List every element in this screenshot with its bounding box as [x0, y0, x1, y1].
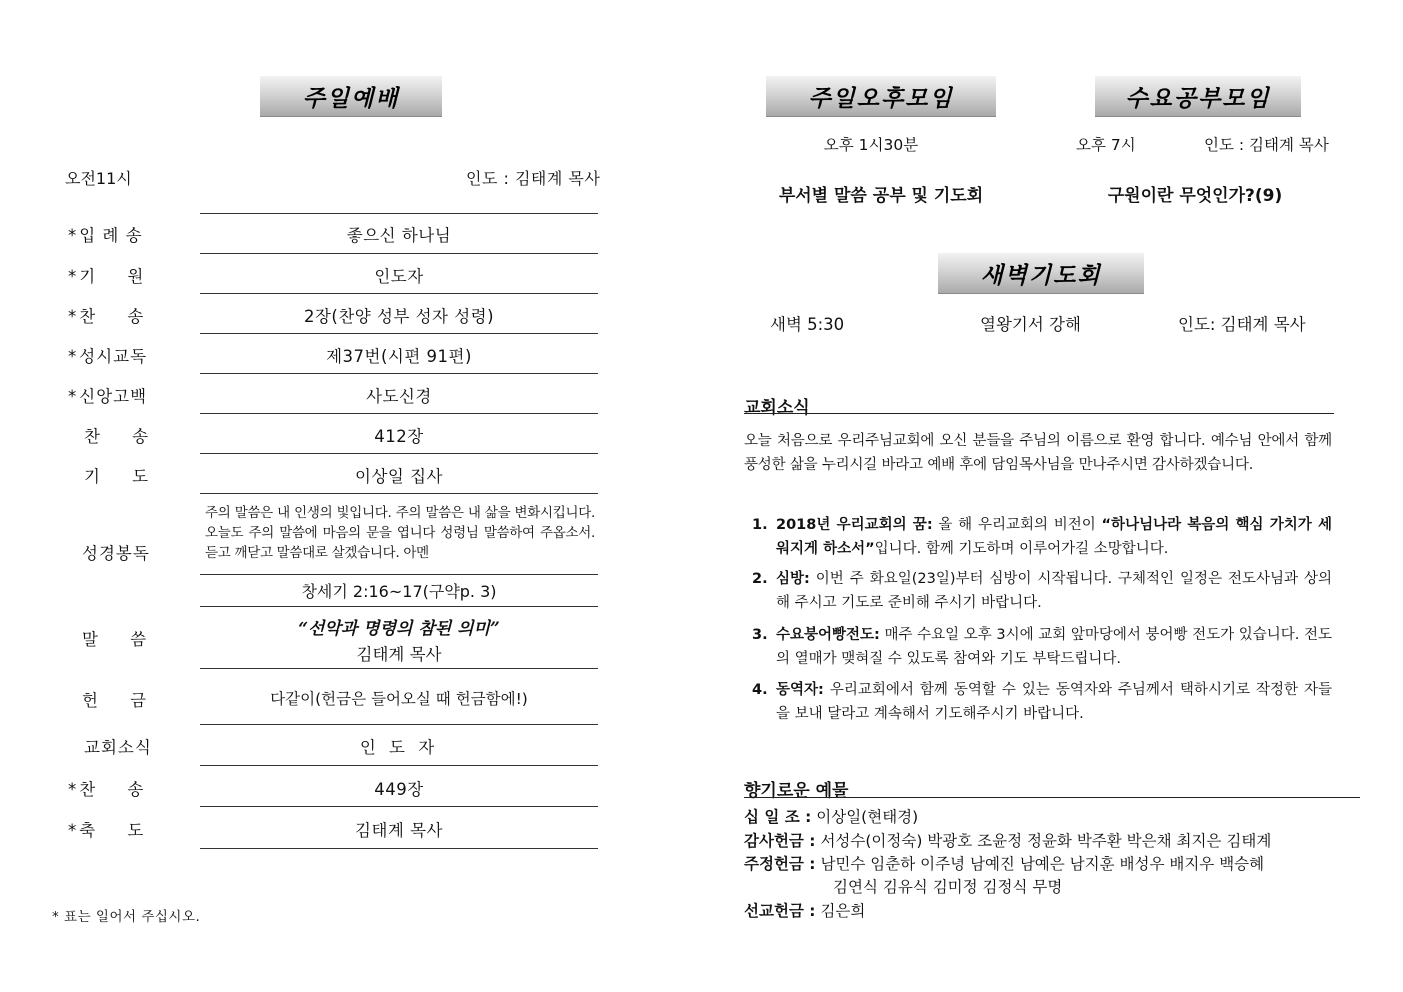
table-line	[200, 848, 598, 849]
church-news-heading: 교회소식	[744, 398, 810, 418]
dawn-text: 열왕기서 강해	[980, 315, 1081, 334]
worship-time: 오전11시	[65, 169, 132, 188]
order-label: * 찬 송	[68, 780, 145, 799]
order-label: 교회소식	[84, 738, 152, 757]
wednesday-leader: 인도 : 김태계 목사	[1204, 136, 1329, 154]
offering-row-mission	[744, 900, 865, 923]
table-line	[200, 253, 598, 254]
scripture-prayer: 주의 말씀은 내 인생의 빛입니다. 주의 말씀은 내 삶을 변화시킵니다. 오늘도 주의 말씀에 마음의 문을 엽니다 성령님 말씀하여 주옵소서. 듣고 깨닫고 말씀대로 살겠습니다. 아멘	[205, 505, 595, 561]
wednesday-desc: 구원이란 무엇인가?(9)	[1107, 186, 1283, 206]
order-label: 기 도	[84, 467, 150, 486]
sermon-title: “선악과 명령의 참된 의미”	[298, 619, 500, 639]
section-divider	[744, 413, 1334, 414]
order-label: * 입 례 송	[68, 226, 143, 245]
table-line	[200, 574, 598, 575]
order-value: 인도자	[374, 267, 424, 286]
order-value: 이상일 집사	[355, 467, 443, 486]
offering-type-label: 주정헌금 :	[744, 855, 816, 873]
order-label: * 찬 송	[68, 307, 145, 326]
table-line	[200, 668, 598, 669]
table-line	[200, 293, 598, 294]
order-label: * 축 도	[68, 821, 145, 840]
order-value: 2장(찬양 성부 성자 성령)	[303, 307, 495, 326]
order-value: 좋으신 하나님	[346, 226, 452, 245]
offering-row-weekly	[744, 853, 1264, 876]
order-label: 찬 송	[84, 427, 150, 446]
order-value: 449장	[374, 780, 424, 799]
table-line	[200, 413, 598, 414]
table-line	[200, 493, 598, 494]
news-item: 2. 심방: 이번 주 화요일(23일)부터 심방이 시작됩니다. 구체적인 일정은 전도사님과 상의해 주시고 기도로 준비해 주시기 바랍니다.	[752, 571, 1332, 611]
order-value: 제37번(시편 91편)	[326, 347, 472, 366]
section-divider	[744, 797, 1360, 798]
order-label: * 기 원	[68, 267, 145, 286]
offering-type-label: 선교헌금 :	[744, 902, 816, 920]
dawn-prayer-title: 새벽기도회	[938, 253, 1144, 294]
table-line	[200, 453, 598, 454]
afternoon-time: 오후 1시30분	[823, 136, 919, 154]
offering-row-weekly-cont	[833, 876, 1062, 899]
welcome-paragraph: 오늘 처음으로 우리주님교회에 오신 분들을 주님의 이름으로 환영 합니다. 예수님 안에서 함께 풍성한 삶을 누리시길 바라고 예배 후에 담임목사님을 만나주시면 감사하겠습니다.	[744, 433, 1332, 473]
order-label: * 성시교독	[68, 347, 148, 366]
sunday-afternoon-title: 주일오후모임	[766, 76, 996, 117]
scripture-reference: 창세기 2:16~17(구약p. 3)	[301, 582, 497, 601]
sunday-worship-title: 주일예배	[260, 76, 442, 117]
wednesday-time: 오후 7시	[1076, 136, 1136, 154]
offering-names: 서성수(이정숙) 박광호 조윤정 정윤화 박주환 박은채 최지은 김태계	[820, 832, 1272, 850]
offering-names: 김은희	[820, 902, 866, 920]
order-value: 김태계 목사	[355, 821, 443, 840]
wednesday-study-title: 수요공부모임	[1095, 76, 1301, 117]
table-line	[200, 333, 598, 334]
table-line	[200, 606, 598, 607]
order-value: 인 도 자	[359, 738, 439, 757]
offering-names: 이상일(현태경)	[816, 808, 919, 826]
table-line	[200, 724, 598, 725]
dawn-leader: 인도: 김태계 목사	[1178, 315, 1306, 334]
table-line	[200, 806, 598, 807]
dawn-time: 새벽 5:30	[770, 315, 845, 334]
table-line	[200, 213, 598, 214]
offering-row-thanks	[744, 830, 1271, 853]
offering-type-label: 십 일 조 :	[744, 808, 812, 826]
offering-row-tithe	[744, 806, 918, 829]
offering-label: 헌 금	[82, 691, 148, 710]
sermon-label: 말 씀	[82, 630, 148, 649]
table-line	[200, 765, 598, 766]
afternoon-desc: 부서별 말씀 공부 및 기도회	[778, 186, 984, 206]
order-value: 사도신경	[366, 387, 432, 406]
offering-type-label: 감사헌금 :	[744, 832, 816, 850]
order-value: 412장	[374, 427, 424, 446]
offering-names: 남민수 임춘하 이주녕 남예진 남예은 남지훈 배성우 배지우 백승혜	[820, 855, 1265, 873]
offering-value: 다같이(헌금은 들어오실 때 헌금함에!)	[270, 690, 528, 708]
worship-leader: 인도 : 김태계 목사	[466, 169, 601, 188]
sermon-preacher: 김태계 목사	[356, 645, 442, 664]
offerings-heading: 향기로운 예물	[744, 781, 849, 801]
scripture-label: 성경봉독	[82, 544, 150, 563]
order-label: * 신앙고백	[68, 387, 148, 406]
table-line	[200, 373, 598, 374]
news-item: 4. 동역자: 우리교회에서 함께 동역할 수 있는 동역자와 주님께서 택하시기로 작정한 자들을 보내 달라고 계속해서 기도해주시기 바랍니다.	[752, 682, 1332, 722]
news-item: 3. 수요붕어빵전도: 매주 수요일 오후 3시에 교회 앞마당에서 붕어빵 전도가 있습니다. 전도의 열매가 맺혀질 수 있도록 참여와 기도 부탁드립니다.	[752, 627, 1332, 667]
offering-names: 김연식 김유식 김미정 김정식 무명	[833, 878, 1063, 896]
standing-footnote: * 표는 일어서 주십시오.	[52, 909, 201, 925]
news-item: 1. 2018년 우리교회의 꿈: 올 해 우리교회의 비전이 “하나님나라 복음의 핵심 가치가 세워지게 하소서”입니다. 함께 기도하며 이루어가길 소망합니다.	[752, 517, 1332, 557]
